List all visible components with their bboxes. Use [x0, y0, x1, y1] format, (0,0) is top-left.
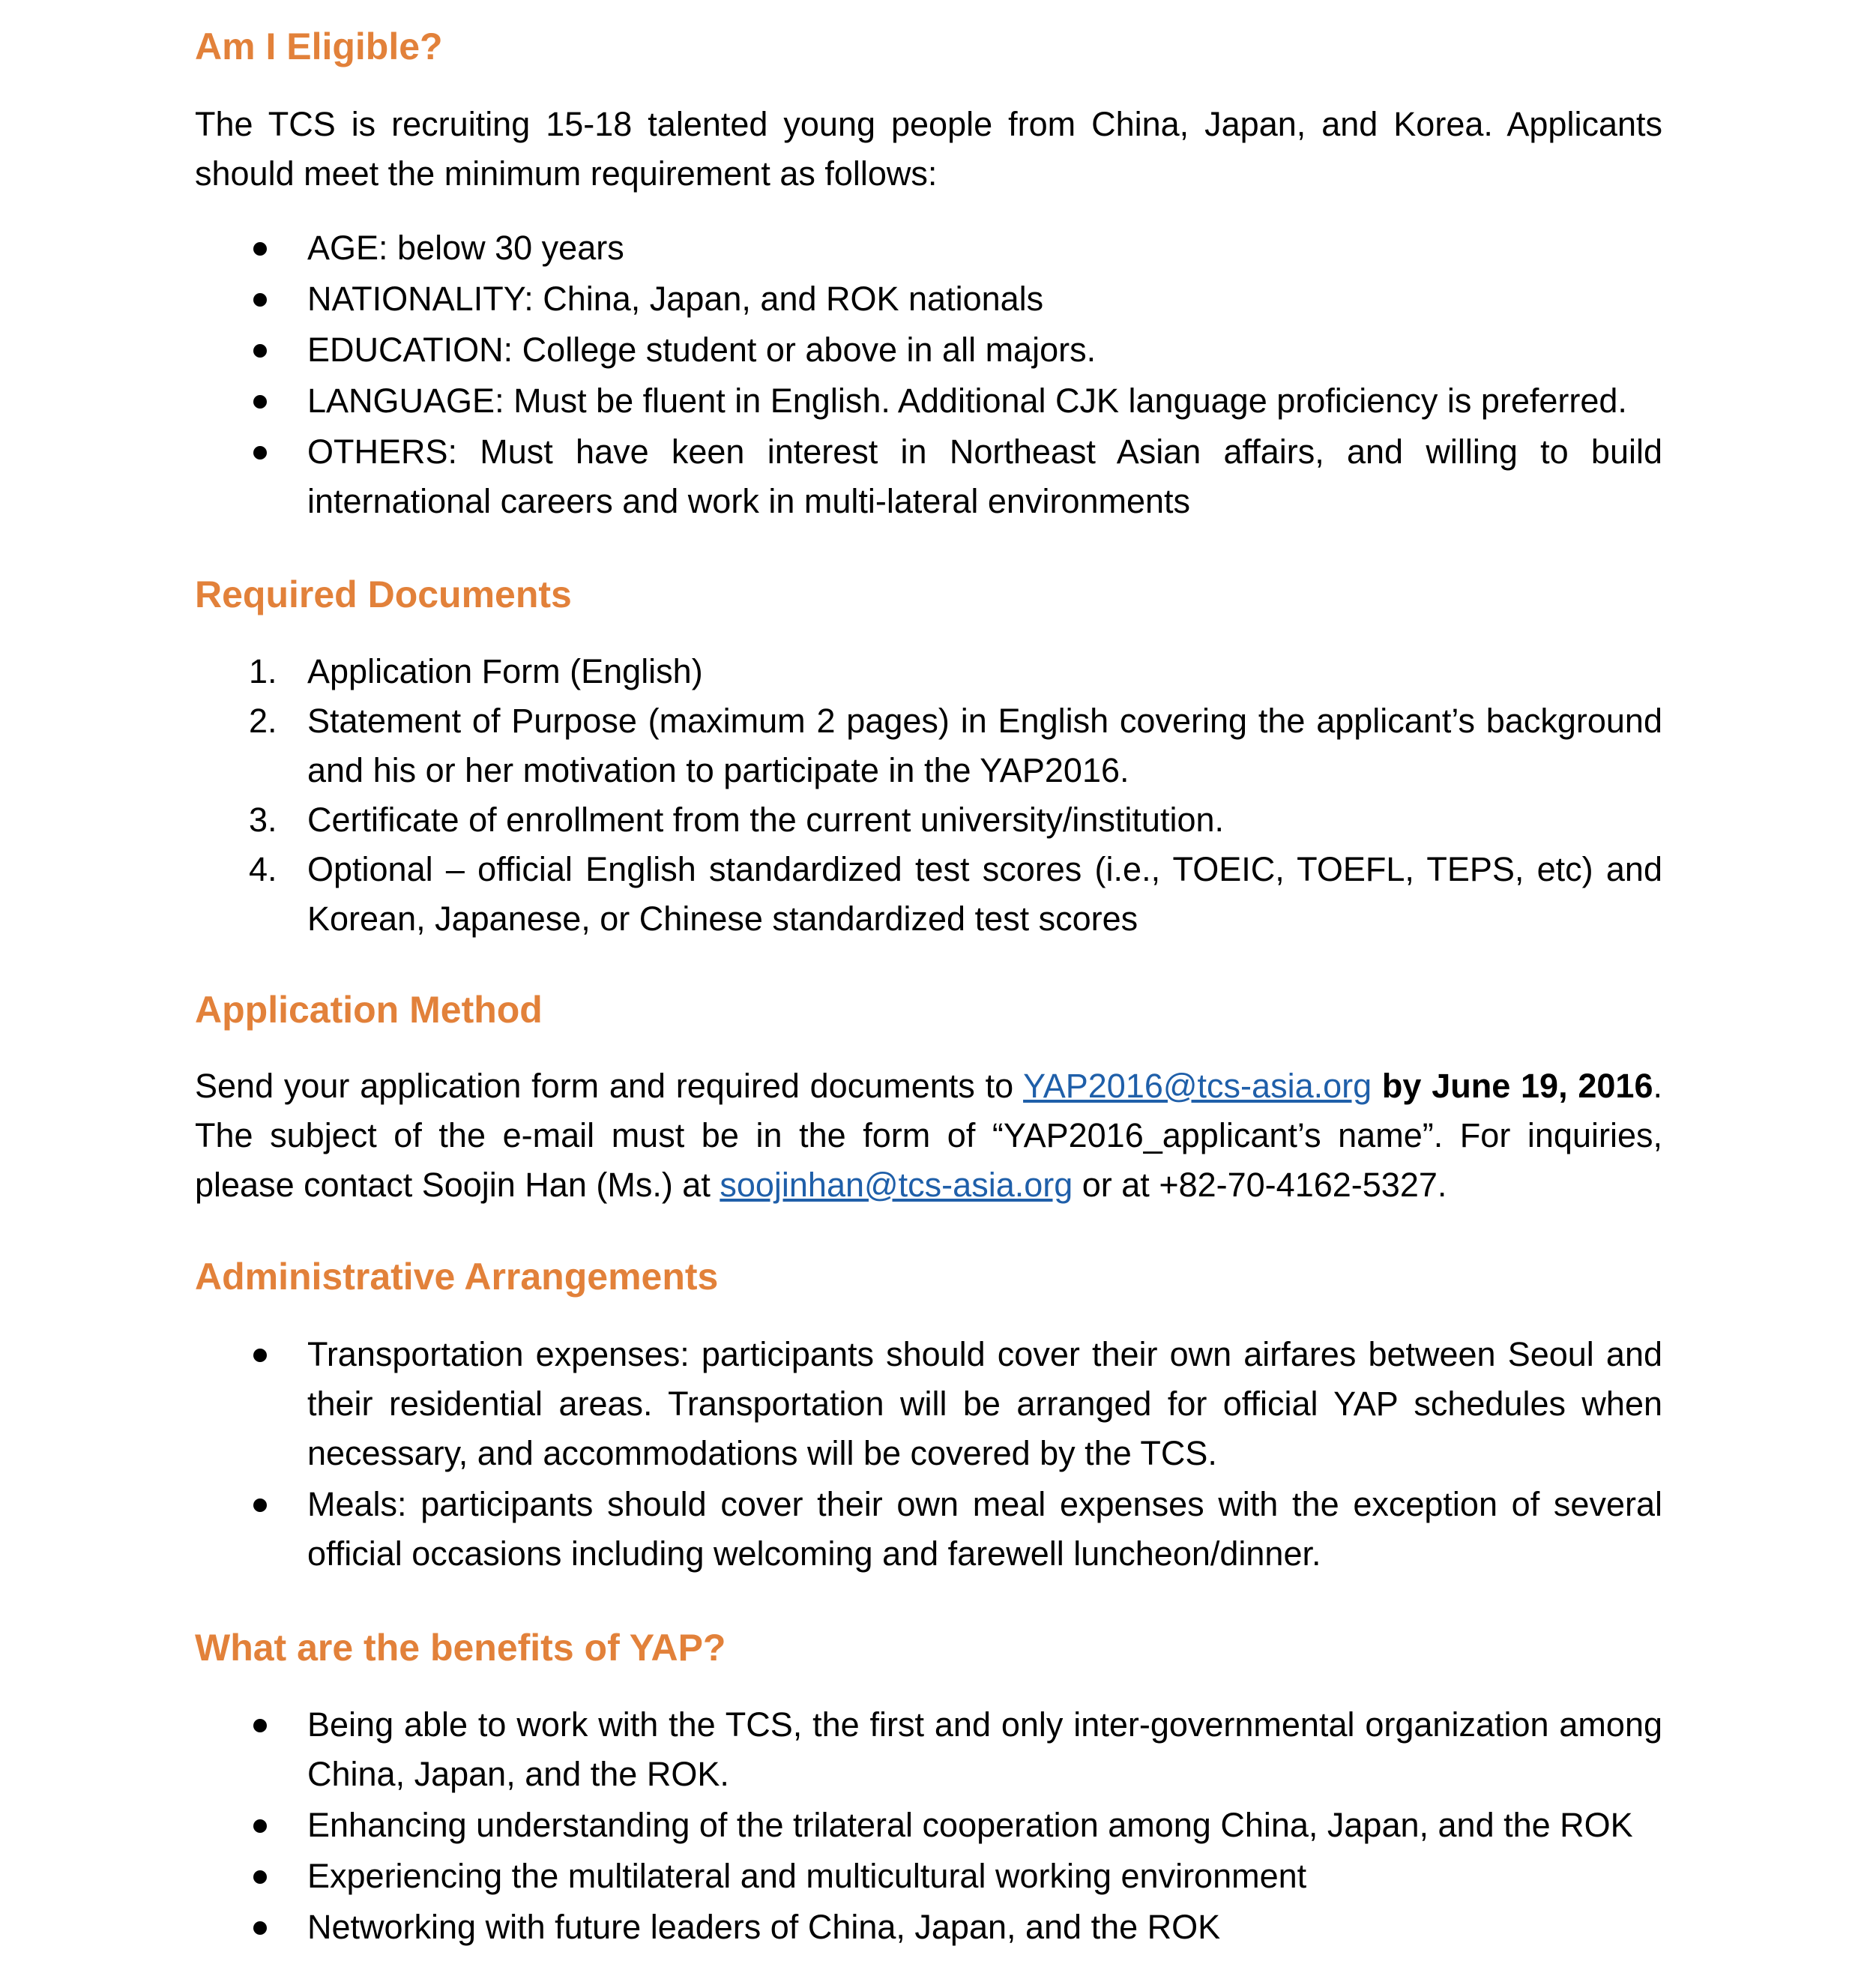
bullet-icon: [253, 293, 267, 307]
heading-benefits: What are the benefits of YAP?: [195, 1627, 726, 1669]
bullet-icon: [253, 242, 267, 256]
eligible-intro: The TCS is recruiting 15-18 talented young people from China, Japan, and Korea. Applicants should meet the minimum requirement as follows:: [195, 105, 1662, 193]
bullet-icon: [253, 1498, 267, 1512]
heading-eligible: Am I Eligible?: [195, 25, 443, 67]
item-text: NATIONALITY: China, Japan, and ROK nationals: [307, 280, 1044, 318]
email-link-yap2016[interactable]: YAP2016@tcs-asia.org: [1023, 1067, 1372, 1105]
item-text: Networking with future leaders of China, Japan, and the ROK: [307, 1908, 1221, 1946]
eligibility-list: [195, 223, 1662, 526]
item-text: Certificate of enrollment from the current university/institution.: [307, 801, 1224, 839]
eligibility-item-education: [195, 325, 1662, 375]
item-number: 1.: [249, 652, 277, 690]
email-link-soojinhan[interactable]: soojinhan@tcs-asia.org: [720, 1166, 1073, 1204]
benefits-item: [195, 1700, 1662, 1799]
deadline-text: by June 19, 2016: [1372, 1067, 1653, 1105]
admin-list: [195, 1330, 1662, 1579]
admin-item-meals: [195, 1480, 1662, 1579]
item-text: Optional – official English standardized test scores (i.e., TOEIC, TOEFL, TEPS, etc) and Korean, Japanese, or Chinese standardized test scores: [307, 850, 1662, 938]
item-text: EDUCATION: College student or above in all majors.: [307, 331, 1097, 369]
item-text: Being able to work with the TCS, the first and only inter-governmental organization among China, Japan, and the ROK.: [307, 1705, 1662, 1793]
method-text-1: Send your application form and required documents to: [195, 1067, 1024, 1105]
admin-item-transportation: [195, 1330, 1662, 1478]
item-text: OTHERS: Must have keen interest in Northeast Asian affairs, and willing to build international careers and work in multi-lateral environments: [307, 433, 1662, 520]
item-text: Application Form (English): [307, 652, 703, 690]
benefits-item: [195, 1801, 1662, 1850]
bullet-icon: [253, 446, 267, 460]
documents-item: [195, 795, 1662, 845]
documents-list: [195, 647, 1662, 944]
documents-item: [195, 696, 1662, 795]
item-text: Experiencing the multilateral and multicultural working environment: [307, 1857, 1307, 1895]
item-text: AGE: below 30 years: [307, 229, 624, 267]
bullet-icon: [253, 395, 267, 409]
item-text: Statement of Purpose (maximum 2 pages) in English covering the applicant’s background and his or her motivation to participate in the YAP2016.: [307, 702, 1662, 789]
eligibility-item-nationality: [195, 274, 1662, 324]
bullet-icon: [253, 1870, 267, 1884]
item-number: 4.: [249, 850, 277, 888]
benefits-item: [195, 1852, 1662, 1901]
heading-application-method: Application Method: [195, 989, 543, 1031]
eligibility-item-language: [195, 376, 1662, 426]
item-number: 2.: [249, 702, 277, 740]
benefits-list: [195, 1700, 1662, 1952]
method-text-2: . The subject of the e-mail must be in the form of “YAP2016_applicant’s name”. For inquiries, please contact Soojin Han (Ms.) at: [195, 1067, 1662, 1204]
item-text: LANGUAGE: Must be fluent in English. Additional CJK language proficiency is preferred.: [307, 382, 1627, 420]
eligibility-item-age: [195, 223, 1662, 273]
bullet-icon: [253, 1349, 267, 1362]
item-text: Transportation expenses: participants should cover their own airfares between Seoul and their residential areas. Transportation will be arranged for official YAP schedules when necessary, and accommodations will be covered by the TCS.: [307, 1335, 1662, 1472]
eligibility-item-others: [195, 427, 1662, 526]
bullet-icon: [253, 1819, 267, 1833]
benefits-item: [195, 1903, 1662, 1952]
item-number: 3.: [249, 801, 277, 839]
item-text: Enhancing understanding of the trilateral cooperation among China, Japan, and the ROK: [307, 1806, 1633, 1844]
method-text-3: or at +82-70-4162-5327.: [1073, 1166, 1447, 1204]
bullet-icon: [253, 344, 267, 358]
documents-item: [195, 845, 1662, 944]
heading-required-documents: Required Documents: [195, 573, 572, 615]
heading-administrative-arrangements: Administrative Arrangements: [195, 1256, 719, 1298]
documents-item: [195, 647, 1662, 696]
item-text: Meals: participants should cover their own meal expenses with the exception of several official occasions including welcoming and farewell luncheon/dinner.: [307, 1485, 1662, 1573]
application-method-text: [195, 1061, 1662, 1210]
bullet-icon: [253, 1921, 267, 1935]
bullet-icon: [253, 1719, 267, 1732]
